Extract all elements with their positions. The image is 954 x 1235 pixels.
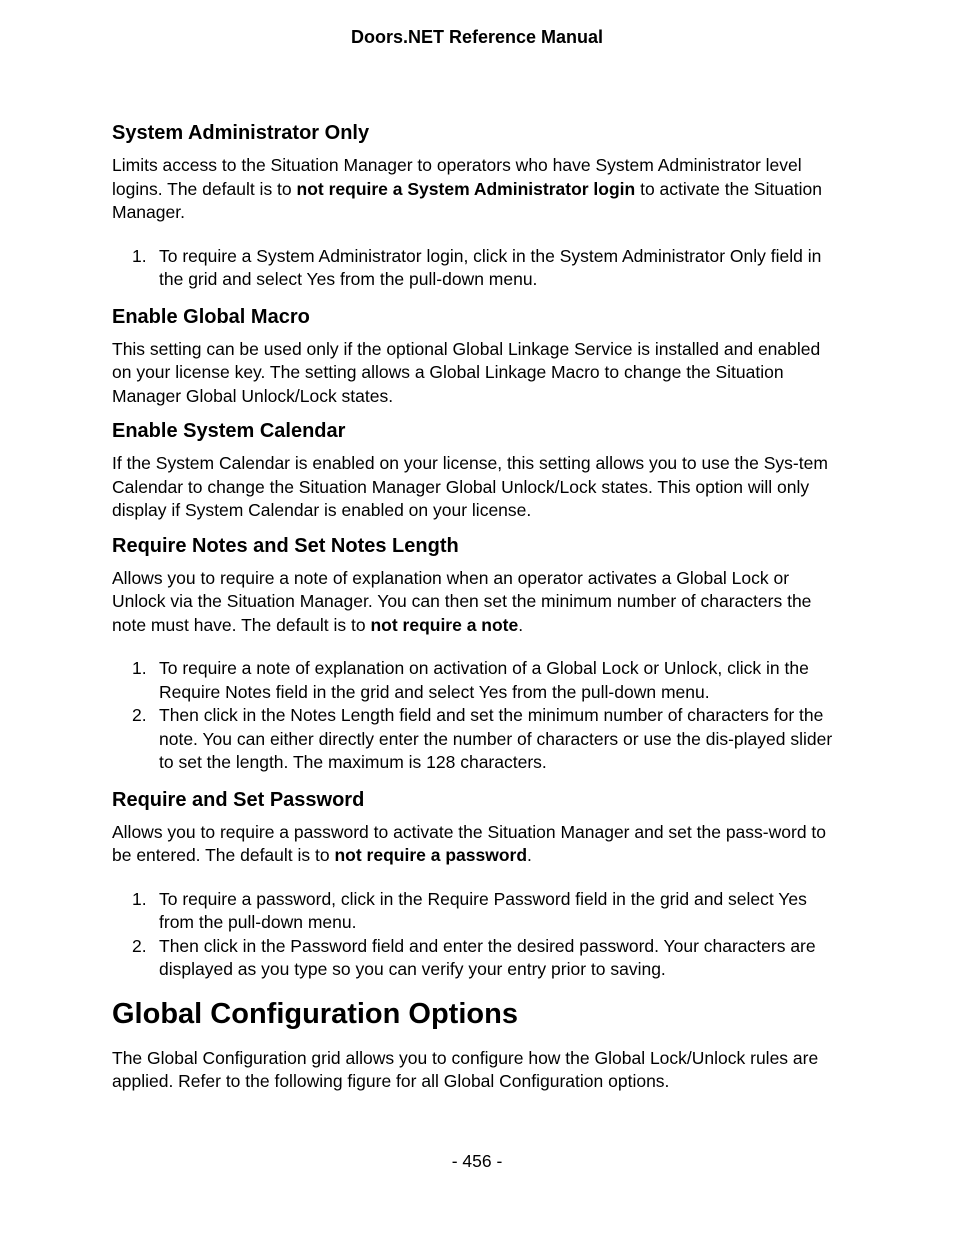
list-item-text: To require a note of explanation on activation of a Global Lock or Unlock, click in the Require Notes field in the grid and select Yes from the pull-down menu. xyxy=(159,658,809,702)
paragraph-enable-system-calendar: If the System Calendar is enabled on your license, this setting allows you to use the Sys-tem Calendar to change the Situation Manager Global Unlock/Lock states. This option will only display if System Calendar is enabled on your license. xyxy=(112,453,828,520)
steps-system-administrator-only xyxy=(112,245,844,292)
paragraph-enable-global-macro: This setting can be used only if the optional Global Linkage Service is installed and enabled on your license key. The setting allows a Global Linkage Macro to change the Situation Manager Global Unlock/Lock states. xyxy=(112,338,821,406)
heading-global-configuration-options: Global Configuration Options xyxy=(112,997,518,1030)
paragraph-global-configuration-options: The Global Configuration grid allows you to configure how the Global Lock/Unlock rules are applied. Refer to the following figure for all Global Configuration options. xyxy=(112,1047,819,1091)
text-run: to activate the Situation Manager. xyxy=(112,178,823,222)
list-number: 1. xyxy=(132,888,147,909)
text-run: . xyxy=(518,614,524,635)
heading-require-notes: Require Notes and Set Notes Length xyxy=(112,534,459,557)
bold-default: not require a note xyxy=(370,614,519,635)
text-run: Allows you to require a password to activate the Situation Manager and set the pass-word to be entered. The default is to xyxy=(112,821,827,865)
bold-default: not require a System Administrator login xyxy=(296,178,636,199)
list-item-text: To require a System Administrator login, click in the System Administrator Only field in the grid and select Yes from the pull-down menu. xyxy=(159,245,822,289)
text-run: . xyxy=(527,845,532,865)
steps-require-notes xyxy=(112,657,844,775)
heading-enable-global-macro: Enable Global Macro xyxy=(112,305,310,328)
list-item-text: Then click in the Password field and enter the desired password. Your characters are displayed as you type so you can verify your entry prior to saving. xyxy=(159,935,816,979)
list-item-text: Then click in the Notes Length field and set the minimum number of characters for the note. You can either directly enter the number of characters or use the dis-played slider to set the length. The maximum is 128 characters. xyxy=(159,705,833,772)
list-item xyxy=(112,657,844,704)
list-item xyxy=(112,245,844,292)
list-item xyxy=(112,935,844,982)
list-number: 1. xyxy=(132,245,147,266)
text-run: Limits access to the Situation Manager to operators who have System Administrator level logins. The default is to xyxy=(112,155,802,199)
list-item xyxy=(112,888,844,935)
list-item xyxy=(112,704,844,775)
list-number: 1. xyxy=(132,658,147,678)
list-number: 2. xyxy=(132,705,147,725)
heading-system-administrator-only: System Administrator Only xyxy=(112,122,370,144)
heading-require-password: Require and Set Password xyxy=(112,788,365,811)
page-number: - 456 - xyxy=(451,1151,503,1171)
bold-default: not require a password xyxy=(334,845,528,865)
running-header: Doors.NET Reference Manual xyxy=(350,27,604,47)
paragraph-require-password xyxy=(112,821,844,868)
steps-require-password xyxy=(112,888,844,982)
list-number: 2. xyxy=(132,935,147,956)
paragraph-require-notes xyxy=(112,567,844,638)
list-item-text: To require a password, click in the Require Password field in the grid and select Yes from the pull-down menu. xyxy=(159,888,807,932)
heading-enable-system-calendar: Enable System Calendar xyxy=(112,420,346,442)
page-content xyxy=(112,120,844,1104)
text-run: Allows you to require a note of explanation when an operator activates a Global Lock or Unlock via the Situation Manager. You can then set the minimum number of characters the note must have. The default is to xyxy=(112,567,812,635)
paragraph-system-administrator-only xyxy=(112,154,844,225)
